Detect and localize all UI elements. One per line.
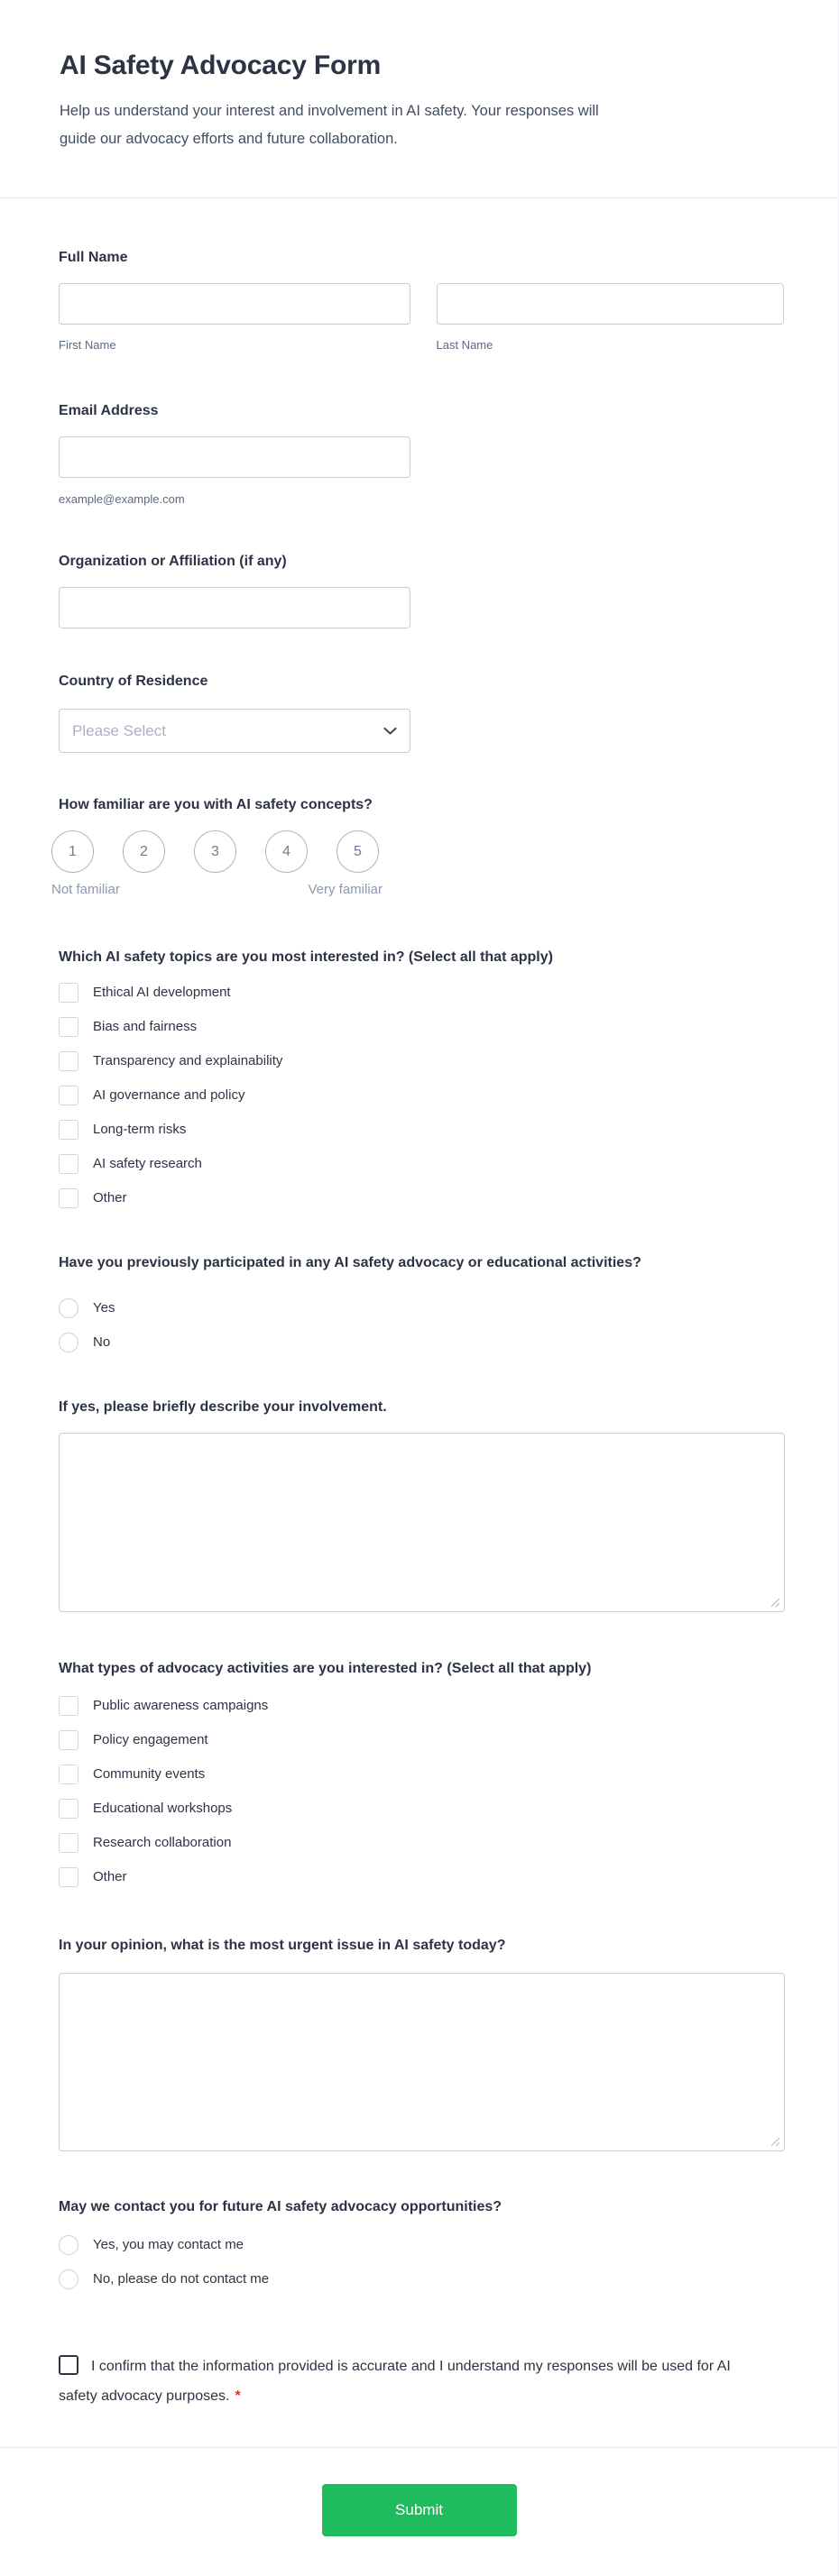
- last-name-input[interactable]: [437, 283, 785, 325]
- option-label: Public awareness campaigns: [93, 1698, 269, 1713]
- checkbox-icon[interactable]: [59, 1765, 78, 1784]
- form-header: [0, 0, 838, 198]
- option-label: Educational workshops: [93, 1801, 233, 1816]
- familiarity-label: How familiar are you with AI safety concepts?: [59, 797, 373, 812]
- scale-left-label: Not familiar: [51, 882, 120, 897]
- confirmation-label-line1: I confirm that the information provided is accurate and I understand my: [91, 2359, 543, 2374]
- checkbox-icon[interactable]: [59, 1154, 78, 1174]
- activities-options: [59, 1696, 784, 1887]
- form-subtitle-line2: guide our advocacy efforts and future collaboration.: [60, 131, 398, 147]
- participated-label: Have you previously participated in any AI safety advocacy or educational activities?: [59, 1255, 641, 1270]
- required-asterisk: *: [235, 2388, 241, 2404]
- option-label: Ethical AI development: [93, 985, 231, 1000]
- option-label: No, please do not contact me: [93, 2271, 270, 2287]
- form-body: [0, 249, 838, 2411]
- radio-icon[interactable]: [59, 1298, 78, 1318]
- checkbox-icon[interactable]: [59, 1017, 78, 1037]
- scale-option-4-value: 4: [282, 843, 290, 859]
- field-country: [59, 673, 784, 753]
- participated-option-yes[interactable]: [59, 1298, 784, 1318]
- field-topics: [59, 949, 784, 1208]
- option-label: Bias and fairness: [93, 1019, 198, 1034]
- contact-option-no[interactable]: [59, 2269, 784, 2289]
- form-title: AI Safety Advocacy Form: [60, 50, 382, 80]
- scale-option-1[interactable]: [51, 830, 94, 873]
- scale-option-4[interactable]: [265, 830, 308, 873]
- participated-options: [59, 1298, 784, 1352]
- first-name-input[interactable]: [59, 283, 410, 325]
- field-urgent-issue: [59, 1937, 784, 2151]
- field-contact: [59, 2198, 784, 2289]
- field-email: [59, 402, 784, 506]
- field-participated: [59, 1254, 784, 1352]
- urgent-issue-textarea[interactable]: [59, 1973, 785, 2151]
- full-name-sublabels: [59, 337, 784, 353]
- confirmation-label-line2: responses will be used for AI safety advocacy purposes.: [59, 2359, 731, 2404]
- topics-option-longterm[interactable]: [59, 1120, 784, 1140]
- option-label: Community events: [93, 1766, 206, 1782]
- scale-option-3-value: 3: [211, 843, 219, 859]
- option-label: Yes: [93, 1300, 115, 1316]
- scale-option-5[interactable]: [337, 830, 379, 873]
- email-label: Email Address: [59, 403, 159, 418]
- field-involvement: [59, 1398, 784, 1612]
- checkbox-icon[interactable]: [59, 1086, 78, 1105]
- activities-option-awareness[interactable]: [59, 1696, 784, 1716]
- country-label: Country of Residence: [59, 674, 208, 689]
- field-full-name: [59, 249, 784, 353]
- email-sublabel: example@example.com: [59, 492, 185, 506]
- scale-right-label: Very familiar: [308, 882, 383, 897]
- radio-icon[interactable]: [59, 1333, 78, 1352]
- activities-option-community[interactable]: [59, 1765, 784, 1784]
- organization-input[interactable]: [59, 587, 410, 628]
- radio-icon[interactable]: [59, 2235, 78, 2255]
- topics-label: Which AI safety topics are you most interested in? (Select all that apply): [59, 949, 553, 965]
- option-label: Long-term risks: [93, 1122, 187, 1137]
- option-label: Research collaboration: [93, 1835, 232, 1850]
- option-label: Yes, you may contact me: [93, 2237, 244, 2252]
- option-label: AI governance and policy: [93, 1087, 245, 1103]
- topics-option-bias[interactable]: [59, 1017, 784, 1037]
- involvement-textarea-wrap: [59, 1433, 785, 1612]
- involvement-textarea[interactable]: [59, 1433, 785, 1612]
- activities-option-workshops[interactable]: [59, 1799, 784, 1819]
- checkbox-icon[interactable]: [59, 983, 78, 1003]
- checkbox-icon[interactable]: [59, 1730, 78, 1750]
- participated-option-no[interactable]: [59, 1333, 784, 1352]
- organization-label: Organization or Affiliation (if any): [59, 554, 287, 569]
- topics-options: [59, 983, 784, 1208]
- involvement-label: If yes, please briefly describe your involvement.: [59, 1399, 387, 1415]
- field-confirmation: [59, 2351, 771, 2411]
- form-subtitle: [60, 97, 784, 153]
- topics-option-ethical[interactable]: [59, 983, 784, 1003]
- full-name-inputs: [59, 283, 784, 325]
- field-familiarity: [51, 796, 784, 900]
- first-name-sublabel: First Name: [59, 338, 116, 352]
- option-label: Policy engagement: [93, 1732, 208, 1747]
- form-footer: [0, 2447, 838, 2536]
- last-name-sublabel: Last Name: [436, 338, 493, 352]
- option-label: Other: [93, 1190, 127, 1205]
- contact-label: May we contact you for future AI safety advocacy opportunities?: [59, 2199, 502, 2214]
- checkbox-icon[interactable]: [59, 1867, 78, 1887]
- urgent-issue-label: In your opinion, what is the most urgent issue in AI safety today?: [59, 1938, 506, 1953]
- country-select[interactable]: [59, 709, 410, 753]
- confirmation-checkbox[interactable]: [59, 2355, 78, 2375]
- scale-option-1-value: 1: [69, 843, 77, 859]
- checkbox-icon[interactable]: [59, 1188, 78, 1208]
- urgent-issue-textarea-wrap: [59, 1973, 785, 2151]
- topics-option-governance[interactable]: [59, 1086, 784, 1105]
- option-label: AI safety research: [93, 1156, 202, 1171]
- familiarity-scale-labels: [51, 880, 383, 900]
- submit-button[interactable]: Submit: [322, 2484, 517, 2536]
- option-label: Other: [93, 1869, 127, 1884]
- chevron-down-icon: [383, 727, 397, 735]
- scale-option-5-value: 5: [354, 843, 362, 859]
- familiarity-scale: [51, 830, 784, 873]
- field-organization: [59, 553, 784, 628]
- option-label: Transparency and explainability: [93, 1053, 283, 1068]
- email-input[interactable]: [59, 436, 410, 478]
- checkbox-icon[interactable]: [59, 1833, 78, 1853]
- country-select-placeholder: Please Select: [72, 721, 166, 739]
- activities-option-other[interactable]: [59, 1867, 784, 1887]
- topics-option-other[interactable]: [59, 1188, 784, 1208]
- checkbox-icon[interactable]: [59, 1120, 78, 1140]
- checkbox-icon[interactable]: [59, 1696, 78, 1716]
- activities-option-policy[interactable]: [59, 1730, 784, 1750]
- checkbox-icon[interactable]: [59, 1051, 78, 1071]
- scale-option-2-value: 2: [140, 843, 148, 859]
- activities-option-research[interactable]: [59, 1833, 784, 1853]
- topics-option-research[interactable]: [59, 1154, 784, 1174]
- full-name-label: Full Name: [59, 250, 128, 265]
- option-label: No: [93, 1334, 111, 1350]
- scale-option-3[interactable]: [194, 830, 236, 873]
- form-subtitle-line1: Help us understand your interest and involvement in AI safety. Your responses will: [60, 103, 599, 119]
- contact-options: [59, 2235, 784, 2289]
- radio-icon[interactable]: [59, 2269, 78, 2289]
- field-activities: [59, 1660, 784, 1887]
- topics-option-transparency[interactable]: [59, 1051, 784, 1071]
- scale-option-2[interactable]: [123, 830, 165, 873]
- contact-option-yes[interactable]: [59, 2235, 784, 2255]
- activities-label: What types of advocacy activities are you interested in? (Select all that apply): [59, 1661, 592, 1676]
- checkbox-icon[interactable]: [59, 1799, 78, 1819]
